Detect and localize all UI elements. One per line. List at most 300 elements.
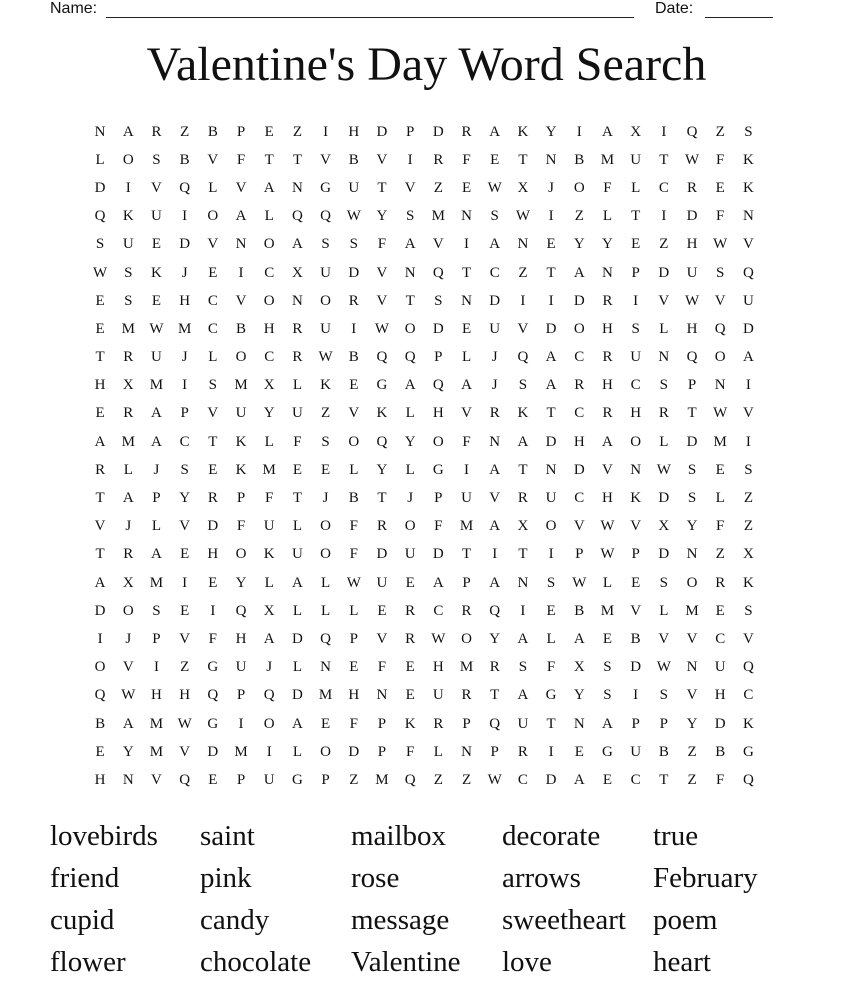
grid-letter[interactable]: H: [235, 630, 247, 647]
grid-letter[interactable]: D: [348, 743, 360, 760]
grid-letter[interactable]: J: [548, 179, 555, 196]
grid-letter[interactable]: V: [404, 179, 416, 196]
grid-letter[interactable]: S: [603, 687, 612, 704]
grid-letter[interactable]: Y: [235, 574, 247, 591]
grid-letter[interactable]: P: [236, 123, 246, 140]
grid-letter[interactable]: I: [182, 574, 188, 591]
grid-letter[interactable]: S: [95, 236, 105, 253]
grid-letter[interactable]: O: [320, 743, 332, 760]
grid-letter[interactable]: K: [263, 546, 275, 563]
grid-letter[interactable]: Q: [686, 123, 698, 140]
grid-letter[interactable]: O: [461, 630, 472, 647]
grid-letter[interactable]: W: [713, 236, 728, 253]
grid-letter[interactable]: M: [600, 602, 615, 619]
grid-letter[interactable]: B: [207, 123, 218, 140]
grid-letter[interactable]: S: [518, 377, 528, 394]
grid-letter[interactable]: H: [602, 490, 613, 507]
grid-letter[interactable]: O: [630, 433, 642, 450]
grid-letter[interactable]: Q: [263, 687, 275, 704]
grid-letter[interactable]: X: [263, 377, 275, 394]
grid-letter[interactable]: B: [658, 743, 669, 760]
grid-letter[interactable]: A: [291, 236, 303, 253]
grid-letter[interactable]: O: [686, 574, 698, 591]
grid-letter[interactable]: L: [659, 433, 669, 450]
grid-letter[interactable]: V: [207, 236, 219, 253]
grid-letter[interactable]: P: [405, 123, 415, 140]
grid-letter[interactable]: I: [351, 320, 357, 337]
grid-letter[interactable]: I: [97, 630, 103, 647]
grid-letter[interactable]: V: [151, 179, 162, 196]
grid-letter[interactable]: F: [462, 433, 471, 450]
grid-letter[interactable]: P: [349, 630, 358, 647]
grid-letter[interactable]: W: [684, 292, 700, 309]
grid-letter[interactable]: I: [407, 151, 413, 168]
grid-letter[interactable]: F: [716, 208, 725, 225]
grid-letter[interactable]: B: [574, 151, 585, 168]
grid-letter[interactable]: S: [603, 659, 612, 676]
name-field-line[interactable]: [106, 17, 634, 18]
grid-letter[interactable]: H: [94, 771, 106, 788]
grid-letter[interactable]: T: [546, 715, 556, 732]
grid-letter[interactable]: M: [318, 687, 333, 704]
grid-letter[interactable]: P: [236, 771, 246, 788]
grid-letter[interactable]: W: [177, 715, 192, 732]
grid-letter[interactable]: U: [714, 659, 726, 676]
grid-letter[interactable]: T: [659, 771, 669, 788]
grid-letter[interactable]: L: [461, 349, 472, 366]
grid-letter[interactable]: R: [405, 602, 416, 619]
grid-letter[interactable]: F: [546, 659, 556, 676]
grid-letter[interactable]: H: [179, 687, 191, 704]
grid-letter[interactable]: F: [377, 236, 387, 253]
grid-letter[interactable]: P: [236, 687, 246, 704]
grid-letter[interactable]: W: [121, 687, 136, 704]
grid-letter[interactable]: W: [431, 630, 446, 647]
grid-letter[interactable]: V: [630, 518, 642, 535]
grid-letter[interactable]: D: [179, 236, 191, 253]
grid-letter[interactable]: G: [291, 771, 303, 788]
grid-letter[interactable]: Z: [461, 771, 472, 788]
grid-letter[interactable]: M: [262, 461, 276, 478]
grid-letter[interactable]: V: [517, 320, 529, 337]
grid-letter[interactable]: D: [658, 546, 670, 563]
grid-letter[interactable]: A: [489, 461, 501, 478]
grid-letter[interactable]: E: [95, 292, 105, 309]
grid-letter[interactable]: G: [742, 743, 754, 760]
grid-letter[interactable]: O: [320, 546, 332, 563]
grid-letter[interactable]: K: [320, 377, 332, 394]
grid-letter[interactable]: K: [630, 490, 642, 507]
grid-letter[interactable]: E: [349, 659, 359, 676]
grid-letter[interactable]: I: [464, 461, 470, 478]
grid-letter[interactable]: E: [546, 602, 556, 619]
grid-letter[interactable]: L: [715, 490, 725, 507]
grid-letter[interactable]: C: [264, 349, 275, 366]
grid-letter[interactable]: A: [517, 687, 529, 704]
grid-letter[interactable]: T: [461, 264, 472, 281]
grid-letter[interactable]: M: [149, 715, 164, 732]
grid-letter[interactable]: U: [263, 518, 275, 535]
grid-letter[interactable]: E: [95, 743, 105, 760]
grid-letter[interactable]: N: [235, 236, 247, 253]
grid-letter[interactable]: T: [405, 292, 415, 309]
grid-letter[interactable]: R: [461, 602, 472, 619]
grid-letter[interactable]: D: [489, 292, 501, 309]
grid-letter[interactable]: J: [181, 349, 188, 366]
grid-letter[interactable]: F: [405, 743, 415, 760]
grid-letter[interactable]: A: [573, 771, 585, 788]
grid-letter[interactable]: S: [744, 602, 753, 619]
grid-letter[interactable]: C: [207, 320, 218, 337]
grid-letter[interactable]: H: [263, 320, 275, 337]
grid-letter[interactable]: T: [518, 546, 528, 563]
grid-letter[interactable]: M: [149, 377, 164, 394]
grid-letter[interactable]: Q: [432, 377, 444, 394]
grid-letter[interactable]: U: [630, 151, 642, 168]
grid-letter[interactable]: R: [95, 461, 106, 478]
grid-letter[interactable]: X: [122, 574, 134, 591]
grid-letter[interactable]: T: [631, 208, 641, 225]
grid-letter[interactable]: F: [462, 151, 471, 168]
grid-letter[interactable]: M: [459, 518, 474, 535]
grid-letter[interactable]: L: [264, 433, 274, 450]
grid-letter[interactable]: S: [405, 208, 415, 225]
grid-letter[interactable]: Z: [292, 123, 302, 140]
grid-letter[interactable]: Q: [742, 659, 754, 676]
grid-letter[interactable]: R: [376, 518, 387, 535]
grid-letter[interactable]: A: [461, 377, 472, 394]
grid-letter[interactable]: P: [152, 490, 161, 507]
grid-letter[interactable]: I: [210, 602, 216, 619]
grid-letter[interactable]: F: [603, 179, 612, 196]
grid-letter[interactable]: E: [321, 715, 331, 732]
grid-letter[interactable]: V: [742, 630, 754, 647]
grid-letter[interactable]: Z: [433, 179, 443, 196]
grid-letter[interactable]: P: [631, 546, 640, 563]
grid-letter[interactable]: U: [291, 405, 303, 422]
grid-letter[interactable]: V: [658, 292, 670, 309]
grid-letter[interactable]: N: [742, 208, 754, 225]
grid-letter[interactable]: F: [434, 518, 443, 535]
grid-letter[interactable]: V: [376, 630, 388, 647]
grid-letter[interactable]: S: [321, 433, 330, 450]
grid-letter[interactable]: O: [404, 518, 416, 535]
grid-letter[interactable]: V: [179, 743, 191, 760]
grid-letter[interactable]: L: [602, 574, 613, 591]
grid-letter[interactable]: R: [461, 123, 472, 140]
grid-letter[interactable]: D: [714, 715, 726, 732]
grid-letter[interactable]: O: [320, 292, 332, 309]
grid-letter[interactable]: U: [320, 264, 332, 281]
grid-letter[interactable]: F: [236, 518, 246, 535]
grid-letter[interactable]: V: [376, 292, 388, 309]
grid-letter[interactable]: K: [151, 264, 162, 281]
grid-letter[interactable]: V: [602, 461, 613, 478]
grid-letter[interactable]: Q: [489, 715, 501, 732]
grid-letter[interactable]: D: [545, 320, 557, 337]
grid-letter[interactable]: T: [264, 151, 274, 168]
grid-letter[interactable]: W: [684, 151, 700, 168]
grid-letter[interactable]: Q: [376, 433, 388, 450]
grid-letter[interactable]: J: [125, 630, 132, 647]
grid-letter[interactable]: J: [125, 518, 132, 535]
grid-letter[interactable]: E: [461, 320, 472, 337]
grid-letter[interactable]: R: [687, 179, 698, 196]
grid-letter[interactable]: N: [461, 208, 472, 225]
grid-letter[interactable]: N: [686, 546, 698, 563]
grid-letter[interactable]: E: [208, 461, 218, 478]
grid-letter[interactable]: U: [151, 208, 162, 225]
grid-letter[interactable]: W: [656, 659, 671, 676]
grid-letter[interactable]: T: [292, 151, 302, 168]
grid-letter[interactable]: S: [659, 574, 669, 591]
grid-letter[interactable]: E: [349, 377, 359, 394]
grid-letter[interactable]: J: [407, 490, 414, 507]
grid-letter[interactable]: S: [124, 264, 133, 281]
grid-letter[interactable]: Q: [320, 208, 332, 225]
grid-letter[interactable]: N: [573, 715, 585, 732]
grid-letter[interactable]: V: [235, 179, 247, 196]
grid-letter[interactable]: O: [432, 433, 444, 450]
grid-letter[interactable]: D: [545, 771, 557, 788]
grid-letter[interactable]: R: [517, 743, 528, 760]
grid-letter[interactable]: A: [602, 123, 613, 140]
grid-letter[interactable]: E: [208, 771, 218, 788]
grid-letter[interactable]: D: [432, 320, 444, 337]
grid-letter[interactable]: I: [266, 743, 272, 760]
grid-letter[interactable]: Z: [574, 208, 584, 225]
grid-letter[interactable]: N: [602, 264, 613, 281]
grid-letter[interactable]: Y: [179, 490, 191, 507]
grid-letter[interactable]: P: [687, 377, 697, 394]
grid-letter[interactable]: Q: [404, 349, 416, 366]
grid-letter[interactable]: S: [434, 292, 443, 309]
grid-letter[interactable]: Y: [602, 236, 613, 253]
grid-letter[interactable]: V: [207, 405, 219, 422]
grid-letter[interactable]: I: [492, 546, 498, 563]
grid-letter[interactable]: Q: [179, 179, 191, 196]
grid-letter[interactable]: S: [744, 461, 753, 478]
grid-letter[interactable]: X: [517, 518, 529, 535]
grid-letter[interactable]: V: [686, 630, 698, 647]
grid-letter[interactable]: T: [461, 546, 472, 563]
date-field-line[interactable]: [705, 17, 773, 18]
grid-letter[interactable]: V: [714, 292, 726, 309]
grid-letter[interactable]: C: [630, 377, 641, 394]
grid-letter[interactable]: A: [122, 715, 134, 732]
grid-letter[interactable]: J: [491, 349, 498, 366]
grid-letter[interactable]: E: [715, 179, 725, 196]
grid-letter[interactable]: W: [487, 771, 502, 788]
grid-letter[interactable]: L: [631, 179, 641, 196]
grid-letter[interactable]: T: [546, 264, 556, 281]
grid-letter[interactable]: R: [348, 292, 359, 309]
grid-letter[interactable]: S: [518, 659, 528, 676]
grid-letter[interactable]: T: [546, 405, 556, 422]
grid-letter[interactable]: U: [291, 546, 303, 563]
grid-letter[interactable]: O: [263, 236, 275, 253]
grid-letter[interactable]: N: [320, 659, 332, 676]
grid-letter[interactable]: Q: [432, 264, 444, 281]
grid-letter[interactable]: S: [744, 123, 753, 140]
grid-letter[interactable]: U: [235, 405, 247, 422]
grid-letter[interactable]: S: [687, 461, 697, 478]
grid-letter[interactable]: M: [685, 602, 699, 619]
grid-letter[interactable]: F: [349, 715, 358, 732]
grid-letter[interactable]: V: [742, 405, 754, 422]
grid-letter[interactable]: K: [376, 405, 388, 422]
grid-letter[interactable]: A: [122, 490, 134, 507]
grid-letter[interactable]: M: [121, 320, 135, 337]
grid-letter[interactable]: Q: [714, 320, 726, 337]
grid-letter[interactable]: S: [659, 687, 669, 704]
grid-letter[interactable]: Z: [321, 405, 331, 422]
grid-letter[interactable]: E: [631, 236, 641, 253]
grid-letter[interactable]: L: [292, 518, 302, 535]
grid-letter[interactable]: W: [318, 349, 333, 366]
grid-letter[interactable]: E: [377, 602, 387, 619]
grid-letter[interactable]: C: [630, 771, 641, 788]
grid-letter[interactable]: Q: [742, 264, 754, 281]
grid-letter[interactable]: H: [348, 123, 360, 140]
grid-letter[interactable]: Q: [404, 771, 416, 788]
grid-letter[interactable]: V: [461, 405, 472, 422]
grid-letter[interactable]: T: [490, 687, 500, 704]
grid-letter[interactable]: O: [573, 179, 585, 196]
grid-letter[interactable]: D: [545, 433, 557, 450]
grid-letter[interactable]: L: [292, 743, 302, 760]
grid-letter[interactable]: G: [320, 179, 332, 196]
grid-letter[interactable]: O: [122, 151, 134, 168]
grid-letter[interactable]: H: [573, 433, 585, 450]
grid-letter[interactable]: R: [405, 630, 416, 647]
grid-letter[interactable]: O: [235, 349, 247, 366]
grid-letter[interactable]: V: [686, 687, 698, 704]
grid-letter[interactable]: F: [716, 151, 725, 168]
grid-letter[interactable]: U: [235, 659, 247, 676]
grid-letter[interactable]: T: [95, 546, 105, 563]
grid-letter[interactable]: N: [404, 264, 416, 281]
grid-letter[interactable]: T: [377, 490, 387, 507]
grid-letter[interactable]: E: [405, 687, 415, 704]
grid-letter[interactable]: A: [602, 715, 613, 732]
grid-letter[interactable]: L: [349, 602, 359, 619]
grid-letter[interactable]: Z: [518, 264, 528, 281]
grid-letter[interactable]: Z: [433, 771, 443, 788]
grid-letter[interactable]: W: [600, 546, 615, 563]
grid-letter[interactable]: L: [95, 151, 105, 168]
grid-letter[interactable]: R: [715, 574, 726, 591]
grid-letter[interactable]: R: [123, 546, 134, 563]
grid-letter[interactable]: Z: [743, 490, 753, 507]
grid-letter[interactable]: B: [348, 349, 359, 366]
grid-letter[interactable]: Z: [180, 659, 190, 676]
grid-letter[interactable]: P: [152, 630, 161, 647]
grid-letter[interactable]: F: [716, 771, 725, 788]
grid-letter[interactable]: A: [94, 574, 106, 591]
grid-letter[interactable]: R: [123, 405, 134, 422]
grid-letter[interactable]: V: [122, 659, 134, 676]
grid-letter[interactable]: P: [377, 743, 387, 760]
grid-letter[interactable]: D: [686, 433, 698, 450]
grid-letter[interactable]: D: [207, 743, 219, 760]
grid-letter[interactable]: Q: [320, 630, 332, 647]
grid-letter[interactable]: D: [291, 630, 303, 647]
grid-letter[interactable]: L: [349, 461, 359, 478]
grid-letter[interactable]: S: [321, 236, 330, 253]
grid-letter[interactable]: C: [658, 179, 669, 196]
grid-letter[interactable]: Q: [94, 687, 106, 704]
grid-letter[interactable]: M: [177, 320, 192, 337]
grid-letter[interactable]: S: [716, 264, 725, 281]
grid-letter[interactable]: O: [122, 602, 134, 619]
grid-letter[interactable]: R: [489, 659, 500, 676]
grid-letter[interactable]: M: [234, 743, 248, 760]
grid-letter[interactable]: O: [545, 518, 557, 535]
grid-letter[interactable]: O: [207, 208, 219, 225]
grid-letter[interactable]: W: [346, 574, 361, 591]
grid-letter[interactable]: K: [404, 715, 416, 732]
grid-letter[interactable]: A: [573, 264, 585, 281]
grid-letter[interactable]: J: [266, 659, 273, 676]
grid-letter[interactable]: F: [293, 433, 302, 450]
grid-letter[interactable]: T: [377, 179, 387, 196]
grid-letter[interactable]: I: [576, 123, 582, 140]
grid-letter[interactable]: T: [292, 490, 302, 507]
grid-letter[interactable]: M: [600, 151, 615, 168]
grid-letter[interactable]: X: [742, 546, 754, 563]
grid-letter[interactable]: R: [602, 349, 613, 366]
grid-letter[interactable]: A: [573, 630, 585, 647]
grid-letter[interactable]: I: [125, 179, 131, 196]
grid-letter[interactable]: U: [742, 292, 754, 309]
grid-letter[interactable]: G: [432, 461, 444, 478]
grid-letter[interactable]: I: [548, 546, 554, 563]
grid-letter[interactable]: I: [238, 264, 244, 281]
grid-letter[interactable]: M: [375, 771, 389, 788]
grid-letter[interactable]: L: [292, 659, 302, 676]
grid-letter[interactable]: P: [659, 715, 669, 732]
grid-letter[interactable]: Y: [263, 405, 275, 422]
grid-letter[interactable]: V: [320, 151, 332, 168]
grid-letter[interactable]: C: [433, 602, 444, 619]
grid-letter[interactable]: E: [95, 320, 105, 337]
grid-letter[interactable]: X: [122, 377, 134, 394]
grid-letter[interactable]: Z: [349, 771, 359, 788]
grid-letter[interactable]: J: [491, 377, 498, 394]
grid-letter[interactable]: B: [348, 490, 359, 507]
grid-letter[interactable]: S: [349, 236, 358, 253]
grid-letter[interactable]: M: [149, 574, 164, 591]
grid-letter[interactable]: W: [572, 574, 587, 591]
grid-letter[interactable]: H: [432, 659, 444, 676]
grid-letter[interactable]: N: [658, 349, 670, 366]
grid-letter[interactable]: P: [434, 490, 443, 507]
grid-letter[interactable]: P: [462, 715, 471, 732]
grid-letter[interactable]: A: [122, 123, 134, 140]
grid-letter[interactable]: S: [152, 602, 161, 619]
grid-letter[interactable]: V: [489, 490, 501, 507]
grid-letter[interactable]: U: [376, 574, 388, 591]
grid-letter[interactable]: L: [602, 208, 613, 225]
grid-letter[interactable]: P: [377, 715, 387, 732]
grid-letter[interactable]: R: [602, 405, 613, 422]
grid-letter[interactable]: U: [432, 687, 444, 704]
grid-letter[interactable]: F: [349, 518, 358, 535]
grid-letter[interactable]: P: [462, 574, 471, 591]
grid-letter[interactable]: I: [182, 377, 188, 394]
grid-letter[interactable]: U: [348, 179, 360, 196]
